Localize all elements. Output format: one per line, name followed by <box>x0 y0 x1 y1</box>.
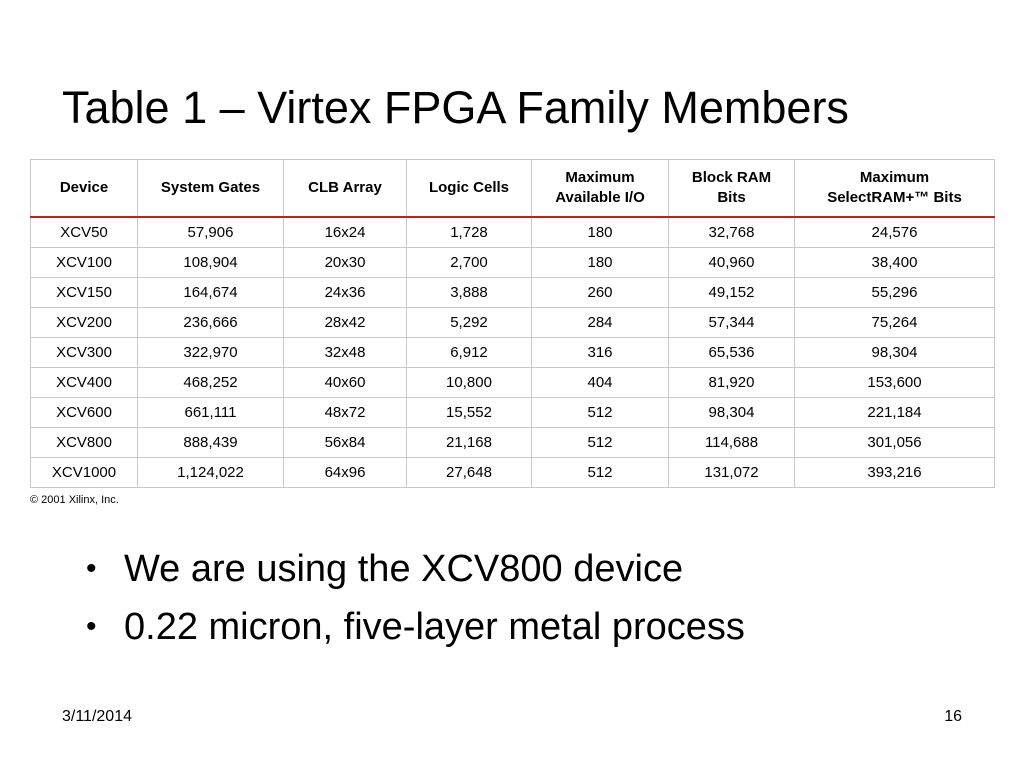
cell-max-available-io: 180 <box>532 248 669 278</box>
device-family-table <box>30 159 995 488</box>
cell-max-selectram-bits: 153,600 <box>795 368 995 398</box>
column-header-logic-cells: Logic Cells <box>407 160 532 218</box>
cell-max-available-io: 512 <box>532 398 669 428</box>
cell-max-selectram-bits: 301,056 <box>795 428 995 458</box>
bullet-text: We are using the XCV800 device <box>124 548 684 590</box>
cell-max-available-io: 512 <box>532 428 669 458</box>
cell-max-available-io: 284 <box>532 308 669 338</box>
table-row <box>31 248 995 278</box>
column-header-system-gates: System Gates <box>138 160 284 218</box>
cell-device: XCV200 <box>31 308 138 338</box>
table-row <box>31 217 995 248</box>
cell-device: XCV50 <box>31 217 138 248</box>
cell-device: XCV300 <box>31 338 138 368</box>
page-number: 16 <box>944 708 962 725</box>
copyright-note: © 2001 Xilinx, Inc. <box>30 494 119 506</box>
cell-system-gates: 1,124,022 <box>138 458 284 488</box>
cell-logic-cells: 2,700 <box>407 248 532 278</box>
bullet-icon: • <box>86 552 97 585</box>
cell-system-gates: 108,904 <box>138 248 284 278</box>
cell-clb-array: 40x60 <box>284 368 407 398</box>
cell-block-ram-bits: 65,536 <box>669 338 795 368</box>
cell-system-gates: 468,252 <box>138 368 284 398</box>
cell-device: XCV800 <box>31 428 138 458</box>
cell-system-gates: 661,111 <box>138 398 284 428</box>
cell-max-available-io: 316 <box>532 338 669 368</box>
cell-max-selectram-bits: 24,576 <box>795 217 995 248</box>
device-table-figure <box>30 159 994 506</box>
bullet-list <box>86 540 745 656</box>
cell-device: XCV400 <box>31 368 138 398</box>
cell-clb-array: 48x72 <box>284 398 407 428</box>
column-header-max-selectram-bits: Maximum SelectRAM+™ Bits <box>795 160 995 218</box>
cell-max-selectram-bits: 75,264 <box>795 308 995 338</box>
cell-max-selectram-bits: 98,304 <box>795 338 995 368</box>
cell-clb-array: 16x24 <box>284 217 407 248</box>
cell-device: XCV1000 <box>31 458 138 488</box>
bullet-item <box>86 540 745 598</box>
cell-max-available-io: 512 <box>532 458 669 488</box>
footer-date: 3/11/2014 <box>62 708 132 725</box>
cell-block-ram-bits: 32,768 <box>669 217 795 248</box>
cell-logic-cells: 21,168 <box>407 428 532 458</box>
cell-logic-cells: 15,552 <box>407 398 532 428</box>
cell-max-selectram-bits: 38,400 <box>795 248 995 278</box>
cell-block-ram-bits: 49,152 <box>669 278 795 308</box>
cell-logic-cells: 3,888 <box>407 278 532 308</box>
cell-device: XCV100 <box>31 248 138 278</box>
cell-block-ram-bits: 131,072 <box>669 458 795 488</box>
cell-logic-cells: 10,800 <box>407 368 532 398</box>
cell-block-ram-bits: 81,920 <box>669 368 795 398</box>
cell-clb-array: 28x42 <box>284 308 407 338</box>
cell-clb-array: 56x84 <box>284 428 407 458</box>
cell-logic-cells: 6,912 <box>407 338 532 368</box>
cell-clb-array: 32x48 <box>284 338 407 368</box>
cell-system-gates: 57,906 <box>138 217 284 248</box>
table-row <box>31 308 995 338</box>
cell-system-gates: 322,970 <box>138 338 284 368</box>
cell-max-selectram-bits: 393,216 <box>795 458 995 488</box>
cell-system-gates: 164,674 <box>138 278 284 308</box>
cell-max-selectram-bits: 55,296 <box>795 278 995 308</box>
cell-clb-array: 24x36 <box>284 278 407 308</box>
cell-block-ram-bits: 114,688 <box>669 428 795 458</box>
column-header-block-ram-bits: Block RAM Bits <box>669 160 795 218</box>
table-row <box>31 458 995 488</box>
cell-logic-cells: 1,728 <box>407 217 532 248</box>
column-header-max-available-io: Maximum Available I/O <box>532 160 669 218</box>
cell-device: XCV600 <box>31 398 138 428</box>
table-body <box>31 217 995 488</box>
table-row <box>31 398 995 428</box>
bullet-icon: • <box>86 610 97 643</box>
cell-system-gates: 236,666 <box>138 308 284 338</box>
column-header-device: Device <box>31 160 138 218</box>
table-header-row <box>31 160 995 218</box>
cell-clb-array: 20x30 <box>284 248 407 278</box>
table-row <box>31 368 995 398</box>
cell-max-available-io: 260 <box>532 278 669 308</box>
cell-max-selectram-bits: 221,184 <box>795 398 995 428</box>
bullet-text: 0.22 micron, five-layer metal process <box>124 606 745 648</box>
cell-clb-array: 64x96 <box>284 458 407 488</box>
cell-block-ram-bits: 98,304 <box>669 398 795 428</box>
cell-max-available-io: 180 <box>532 217 669 248</box>
cell-device: XCV150 <box>31 278 138 308</box>
bullet-item <box>86 598 745 656</box>
cell-block-ram-bits: 40,960 <box>669 248 795 278</box>
table-row <box>31 278 995 308</box>
table-row <box>31 338 995 368</box>
table-row <box>31 428 995 458</box>
cell-logic-cells: 27,648 <box>407 458 532 488</box>
column-header-clb-array: CLB Array <box>284 160 407 218</box>
cell-logic-cells: 5,292 <box>407 308 532 338</box>
cell-system-gates: 888,439 <box>138 428 284 458</box>
cell-block-ram-bits: 57,344 <box>669 308 795 338</box>
slide-title: Table 1 – Virtex FPGA Family Members <box>62 82 849 133</box>
cell-max-available-io: 404 <box>532 368 669 398</box>
